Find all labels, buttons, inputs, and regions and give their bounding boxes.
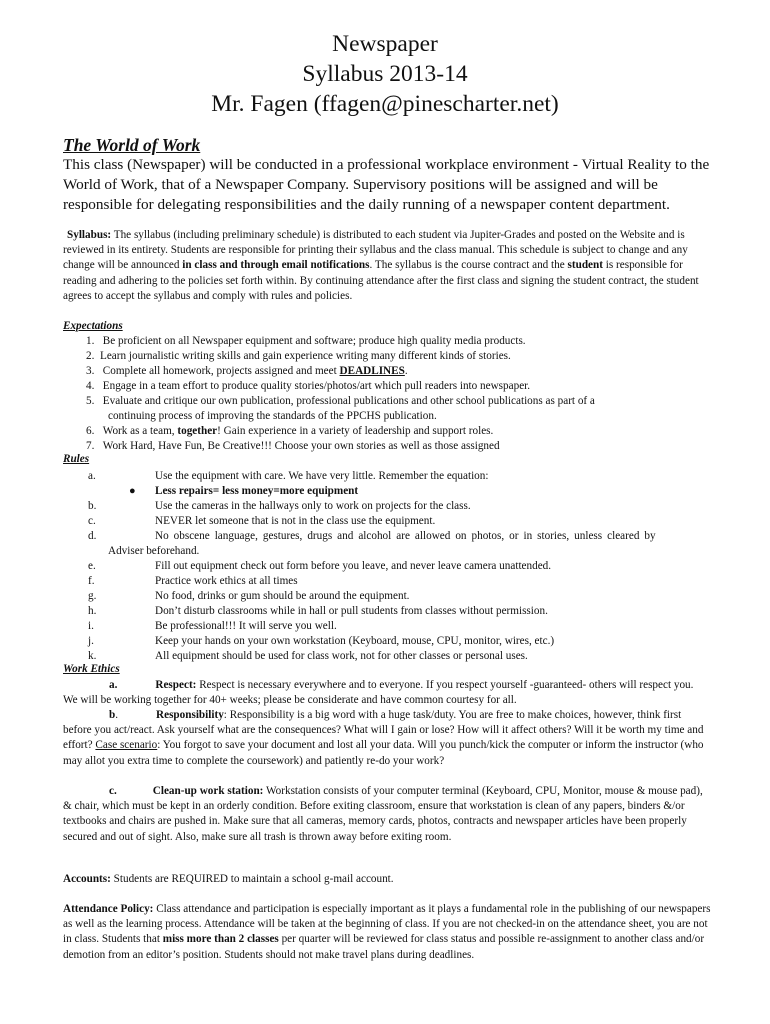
list-item: 7. Work Hard, Have Fun, Be Creative!!! Choose your own stories as well as those assigned	[86, 440, 500, 452]
rule-text: Be professional!!! It will serve you well.	[155, 620, 337, 632]
ethics-cleanup: c. Clean-up work station: Workstation consists of your computer terminal (Keyboard, CPU, Monitor, mouse & mouse pad), & chair, which must be kept in an orderly condition. Before exiting classroom, ensure that workstation is clean of any papers, binders &/or textbooks and chairs are pushed in. Make sure that all cameras, memory cards, photos, contracts and newspaper articles have been properly secured and out of sight. Also, make sure all trash is thrown away before exiting room.	[63, 785, 703, 843]
rule-text: No food, drinks or gum should be around the equipment.	[155, 590, 410, 602]
rule-label: i.	[88, 620, 94, 632]
syllabus-text-3: is responsible for reading and adhering to the policies set forth within. By continuing attendance after the first class and signing the student contract, the student agrees to accept the syllabus and comply with rules and policies.	[63, 259, 699, 302]
syllabus-text-1: The syllabus (including preliminary schedule) is distributed to each student via Jupiter-Grades and posted on the Website and is reviewed in its entirety. Students are responsible for printing their syllabus and the class manual. This schedule is subject to change and any change will be announced	[63, 229, 688, 272]
list-item: 6. Work as a team, together! Gain experience in a variety of leadership and support roles.	[86, 425, 494, 437]
rule-text: Don’t disturb classrooms while in hall or pull students from classes without permission.	[155, 605, 548, 617]
rule-text: NEVER let someone that is not in the class use the equipment.	[155, 515, 436, 527]
title-line-1: Newspaper	[332, 31, 438, 57]
list-item-continuation: continuing process of improving the standards of the PPCHS publication.	[108, 410, 437, 422]
rule-label: e.	[88, 560, 96, 572]
accounts-paragraph: Accounts: Students are REQUIRED to maintain a school g-mail account.	[63, 873, 394, 885]
list-item: 4. Engage in a team effort to produce quality stories/photos/art which pull readers into newspaper.	[86, 380, 531, 392]
syllabus-bold-1: in class and through email notifications	[182, 259, 370, 272]
rule-text-continuation: Adviser beforehand.	[108, 545, 200, 557]
bullet-icon: ●	[129, 485, 136, 497]
rule-label: f.	[88, 575, 95, 587]
work-ethics-heading: Work Ethics	[63, 663, 120, 675]
world-heading: The World of Work	[63, 135, 201, 155]
syllabus-text-2: . The syllabus is the course contract and the	[369, 259, 568, 272]
rule-text: Keep your hands on your own workstation (Keyboard, mouse, CPU, monitor, wires, etc.)	[155, 635, 555, 647]
title-line-3: Mr. Fagen (ffagen@pinescharter.net)	[211, 91, 559, 117]
rule-label: a.	[88, 470, 96, 482]
rule-bullet-text: Less repairs= less money=more equipment	[155, 485, 359, 497]
rule-label: b.	[88, 500, 97, 512]
rule-text: All equipment should be used for class work, not for other classes or personal uses.	[155, 650, 528, 662]
list-item: 5. Evaluate and critique our own publication, professional publications and other school publications as part of a	[86, 395, 595, 407]
rule-text: Use the equipment with care. We have very little. Remember the equation:	[155, 470, 489, 482]
rule-text: Practice work ethics at all times	[155, 575, 298, 587]
rule-label: g.	[88, 590, 97, 602]
rule-label: h.	[88, 605, 97, 617]
rule-text: Use the cameras in the hallways only to work on projects for the class.	[155, 500, 471, 512]
rule-label: k.	[88, 650, 97, 662]
list-item: 3. Complete all homework, projects assigned and meet DEADLINES.	[86, 365, 408, 377]
list-item: 2. Learn journalistic writing skills and gain experience writing many different kinds of stories.	[86, 350, 511, 362]
document-title	[0, 29, 770, 119]
attendance-paragraph: Attendance Policy: Class attendance and participation is especially important as it plays a fundamental role in the publishing of our newspapers as well as the learning process. Attendance will be taken at the beginning of class. If you are not checked-in on the attendance sheet, you are not in class. Students that miss more than 2 classes per quarter will be reviewed for class status and possible re-assignment to another class and/or demotion from an editor’s position. Students should not make travel plans during deadlines.	[63, 903, 711, 961]
expectations-heading: Expectations	[63, 320, 123, 332]
list-item: 1. Be proficient on all Newspaper equipment and software; produce high quality media products.	[86, 335, 526, 347]
ethics-respect: a. Respect: Respect is necessary everywhere and to everyone. If you respect yourself -guaranteed- others will respect you. We will be working together for 40+ weeks; please be considerate and have common courtesy for all.	[63, 679, 694, 707]
rules-heading: Rules	[63, 453, 90, 465]
rule-label: c.	[88, 515, 96, 527]
rule-label: d.	[88, 530, 97, 542]
world-text: This class (Newspaper) will be conducted in a professional workplace environment - Virtual Reality to the World of Work, that of a Newspaper Company. Supervisory positions will be assigned and will be responsible for delegating responsibilities and the daily running of a newspaper content department.	[63, 156, 710, 213]
rule-text: Fill out equipment check out form before you leave, and never leave camera unattended.	[155, 560, 552, 572]
rule-text: No obscene language, gestures, drugs and alcohol are allowed on photos, or in stories, unless cleared by	[155, 530, 656, 542]
syllabus-paragraph	[63, 228, 713, 304]
rule-label: j.	[88, 635, 94, 647]
syllabus-label: Syllabus:	[67, 229, 112, 241]
title-line-2: Syllabus 2013-14	[302, 61, 468, 87]
ethics-responsibility: b. Responsibility: Responsibility is a big word with a huge task/duty. You are free to make choices, however, think first before you act/react. Ask yourself what are the consequences? What will I gain or lose? How will it affect others? Will it be worth my time and effort? Case scenario: You forgot to save your document and lost all your data. Will you punch/kick the computer or inform the instructor (who may allot you extra time to complete the coursework) and patiently re-do your work?	[63, 709, 704, 767]
syllabus-bold-2: student	[567, 259, 603, 272]
